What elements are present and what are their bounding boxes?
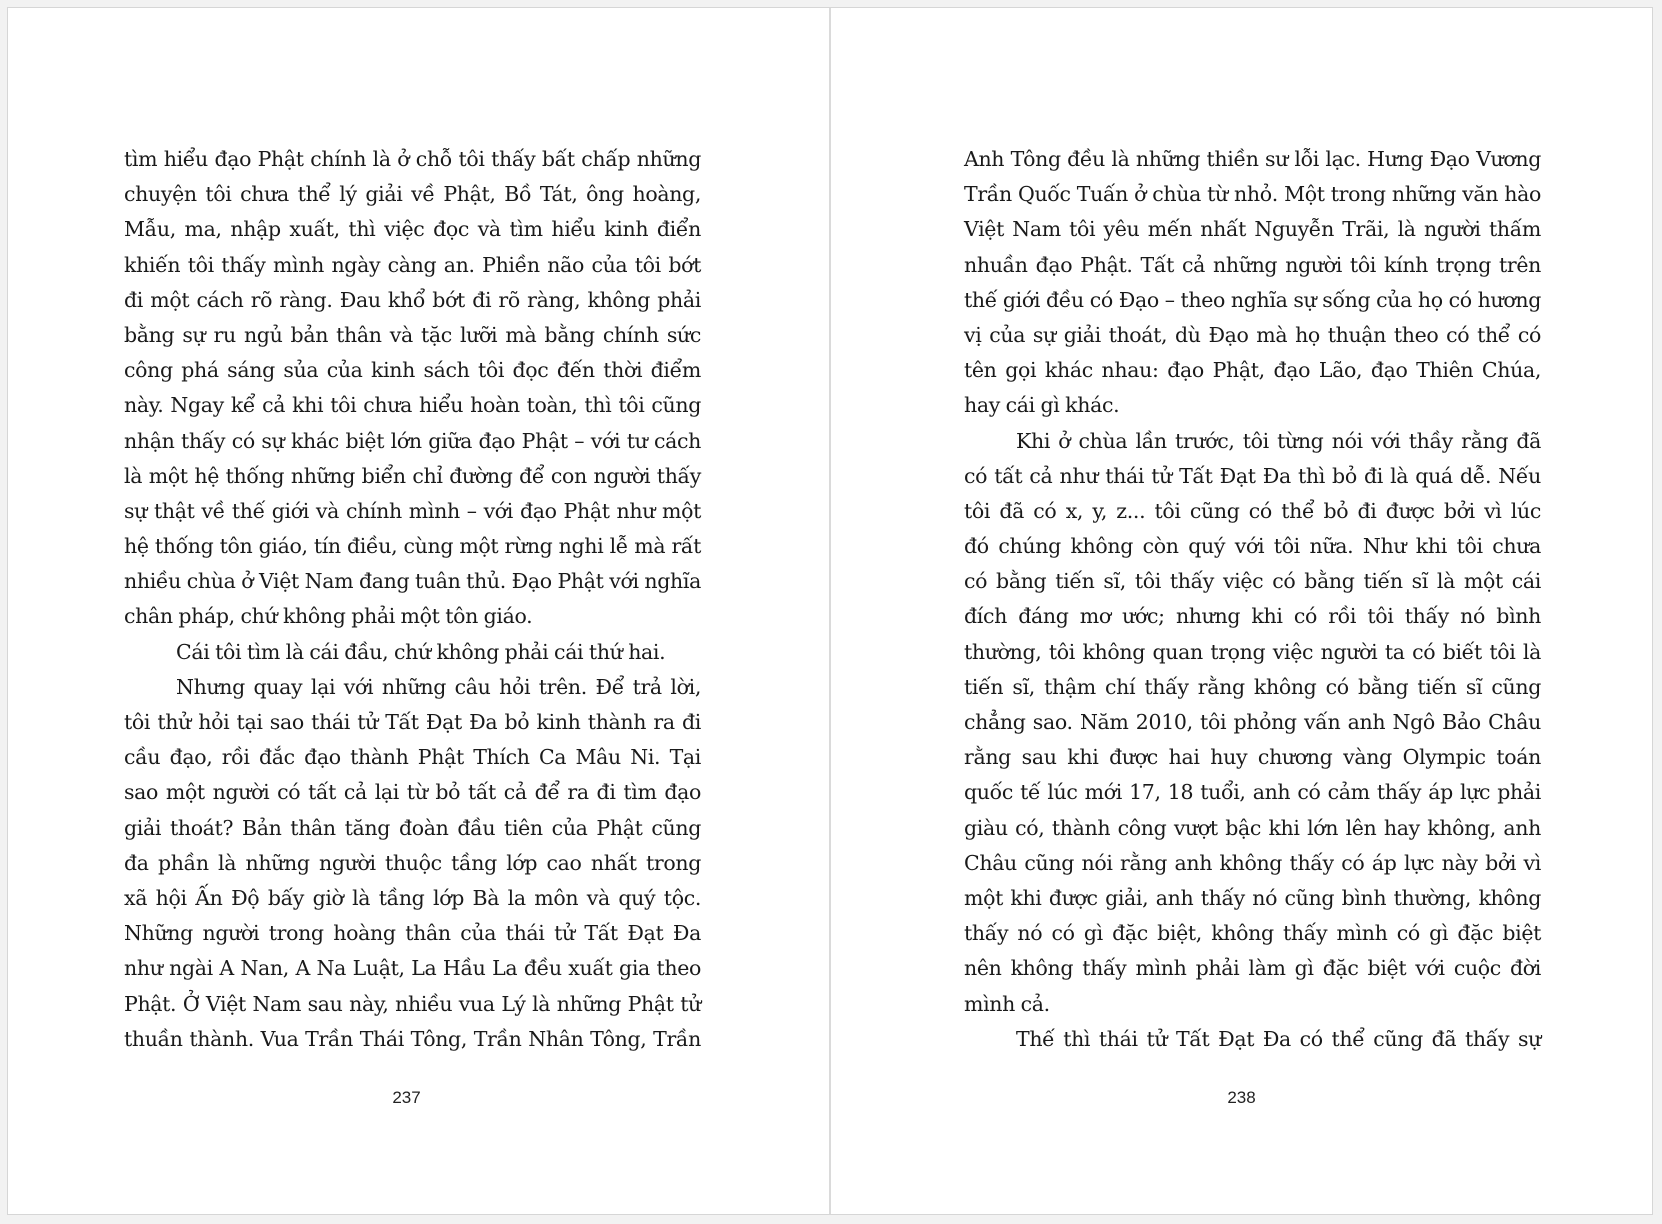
- text-line: Cái tôi tìm là cái đầu, chứ không phải cái thứ hai.: [176, 639, 666, 664]
- text-line: Mẫu, ma, nhập xuất, thì việc đọc và tìm hiểu kinh điển: [124, 217, 701, 242]
- text-line: Những người trong hoàng thân của thái tử Tất Đạt Đa: [124, 921, 701, 946]
- text-line: sự thật về thế giới và chính mình – với đạo Phật như một: [124, 498, 701, 523]
- text-line: khiến tôi thấy mình ngày càng an. Phiền não của tôi bớt: [124, 252, 701, 277]
- text-line: tìm hiểu đạo Phật chính là ở chỗ tôi thấy bất chấp những: [124, 147, 701, 171]
- text-line: hay cái gì khác.: [964, 393, 1120, 418]
- text-line: thuần thành. Vua Trần Thái Tông, Trần Nhân Tông, Trần: [124, 1026, 701, 1051]
- text-line: như ngài A Nan, A Na Luật, La Hầu La đều xuất gia theo: [124, 956, 701, 981]
- text-line: một khi được giải, anh thấy nó cũng bình thường, không: [964, 885, 1541, 910]
- page-number: 237: [392, 1088, 421, 1107]
- text-line: này. Ngay kể cả khi tôi chưa hiểu hoàn toàn, thì tôi cũng: [124, 393, 701, 418]
- text-line: đó chúng không còn quý với tôi nữa. Như khi tôi chưa: [964, 534, 1541, 559]
- text-line: đi một cách rõ ràng. Đau khổ bớt đi rõ ràng, không phải: [124, 287, 701, 312]
- text-line: nhiều chùa ở Việt Nam đang tuân thủ. Đạo Phật với nghĩa: [124, 569, 701, 594]
- text-line: thấy nó có gì đặc biệt, không thấy mình có gì đặc biệt: [964, 921, 1541, 946]
- text-line: Trần Quốc Tuấn ở chùa từ nhỏ. Một trong những văn hào: [964, 182, 1541, 207]
- text-line: vị của sự giải thoát, dù Đạo mà họ thuận theo có thể có: [964, 322, 1541, 347]
- text-line: tiến sĩ, thậm chí thấy rằng không có bằng tiến sĩ cũng: [964, 674, 1541, 699]
- left-page-text: [124, 142, 701, 1057]
- text-line: hệ thống tôn giáo, tín điều, cùng một rừng nghi lễ mà rất: [124, 534, 701, 559]
- text-line: Nhưng quay lại với những câu hỏi trên. Để trả lời,: [176, 674, 701, 699]
- text-line: nhận thấy có sự khác biệt lớn giữa đạo Phật – với tư cách: [124, 428, 701, 453]
- text-line: thường, tôi không quan trọng việc người ta có biết tôi là: [964, 639, 1541, 664]
- page-number: 238: [1227, 1088, 1256, 1107]
- text-line: Châu cũng nói rằng anh không thấy có áp lực này bởi vì: [964, 850, 1541, 875]
- text-line: giải thoát? Bản thân tăng đoàn đầu tiên của Phật cũng: [124, 815, 701, 840]
- text-line: Khi ở chùa lần trước, tôi từng nói với thầy rằng đã: [1016, 428, 1541, 453]
- text-line: chân pháp, chứ không phải một tôn giáo.: [124, 604, 533, 629]
- text-line: sao một người có tất cả lại từ bỏ tất cả để ra đi tìm đạo: [124, 780, 701, 805]
- text-line: Anh Tông đều là những thiền sư lỗi lạc. Hưng Đạo Vương: [964, 147, 1541, 171]
- text-line: có tất cả như thái tử Tất Đạt Đa thì bỏ đi là quá dễ. Nếu: [964, 463, 1541, 488]
- text-line: đích đáng mơ ước; nhưng khi có rồi tôi thấy nó bình: [964, 604, 1541, 629]
- text-line: là một hệ thống những biển chỉ đường để con người thấy: [124, 463, 701, 488]
- left-page[interactable]: [8, 8, 829, 1214]
- text-line: Việt Nam tôi yêu mến nhất Nguyễn Trãi, là người thấm: [964, 217, 1541, 242]
- text-line: mình cả.: [964, 991, 1050, 1016]
- right-page[interactable]: [831, 8, 1652, 1214]
- text-line: chẳng sao. Năm 2010, tôi phỏng vấn anh Ngô Bảo Châu: [964, 710, 1541, 734]
- text-line: giàu có, thành công vượt bậc khi lớn lên hay không, anh: [964, 815, 1541, 840]
- right-page-text: [964, 142, 1541, 1057]
- text-line: Thế thì thái tử Tất Đạt Đa có thể cũng đã thấy sự: [1016, 1026, 1541, 1051]
- text-line: công phá sáng sủa của kinh sách tôi đọc đến thời điểm: [124, 358, 701, 383]
- text-line: thế giới đều có Đạo – theo nghĩa sự sống của họ có hương: [964, 287, 1541, 312]
- text-line: bằng sự ru ngủ bản thân và tặc lưỡi mà bằng chính sức: [124, 322, 701, 347]
- text-line: xã hội Ấn Độ bấy giờ là tầng lớp Bà la môn và quý tộc.: [124, 885, 701, 910]
- text-line: đa phần là những người thuộc tầng lớp cao nhất trong: [124, 850, 701, 875]
- text-line: cầu đạo, rồi đắc đạo thành Phật Thích Ca Mâu Ni. Tại: [124, 745, 701, 770]
- text-line: có bằng tiến sĩ, tôi thấy việc có bằng tiến sĩ là một cái: [964, 569, 1541, 594]
- book-spread: [7, 7, 1653, 1215]
- text-line: rằng sau khi được hai huy chương vàng Olympic toán: [964, 745, 1541, 770]
- text-line: nên không thấy mình phải làm gì đặc biệt với cuộc đời: [964, 956, 1541, 981]
- text-line: nhuần đạo Phật. Tất cả những người tôi kính trọng trên: [964, 252, 1541, 277]
- text-line: tên gọi khác nhau: đạo Phật, đạo Lão, đạo Thiên Chúa,: [964, 358, 1541, 383]
- text-line: quốc tế lúc mới 17, 18 tuổi, anh có cảm thấy áp lực phải: [964, 780, 1541, 805]
- text-line: chuyện tôi chưa thể lý giải về Phật, Bồ Tát, ông hoàng,: [124, 182, 701, 207]
- text-line: tôi thử hỏi tại sao thái tử Tất Đạt Đa bỏ kinh thành ra đi: [124, 710, 701, 734]
- text-line: Phật. Ở Việt Nam sau này, nhiều vua Lý là những Phật tử: [124, 991, 701, 1016]
- text-line: tôi đã có x, y, z... tôi cũng có thể bỏ đi được bởi vì lúc: [964, 498, 1541, 523]
